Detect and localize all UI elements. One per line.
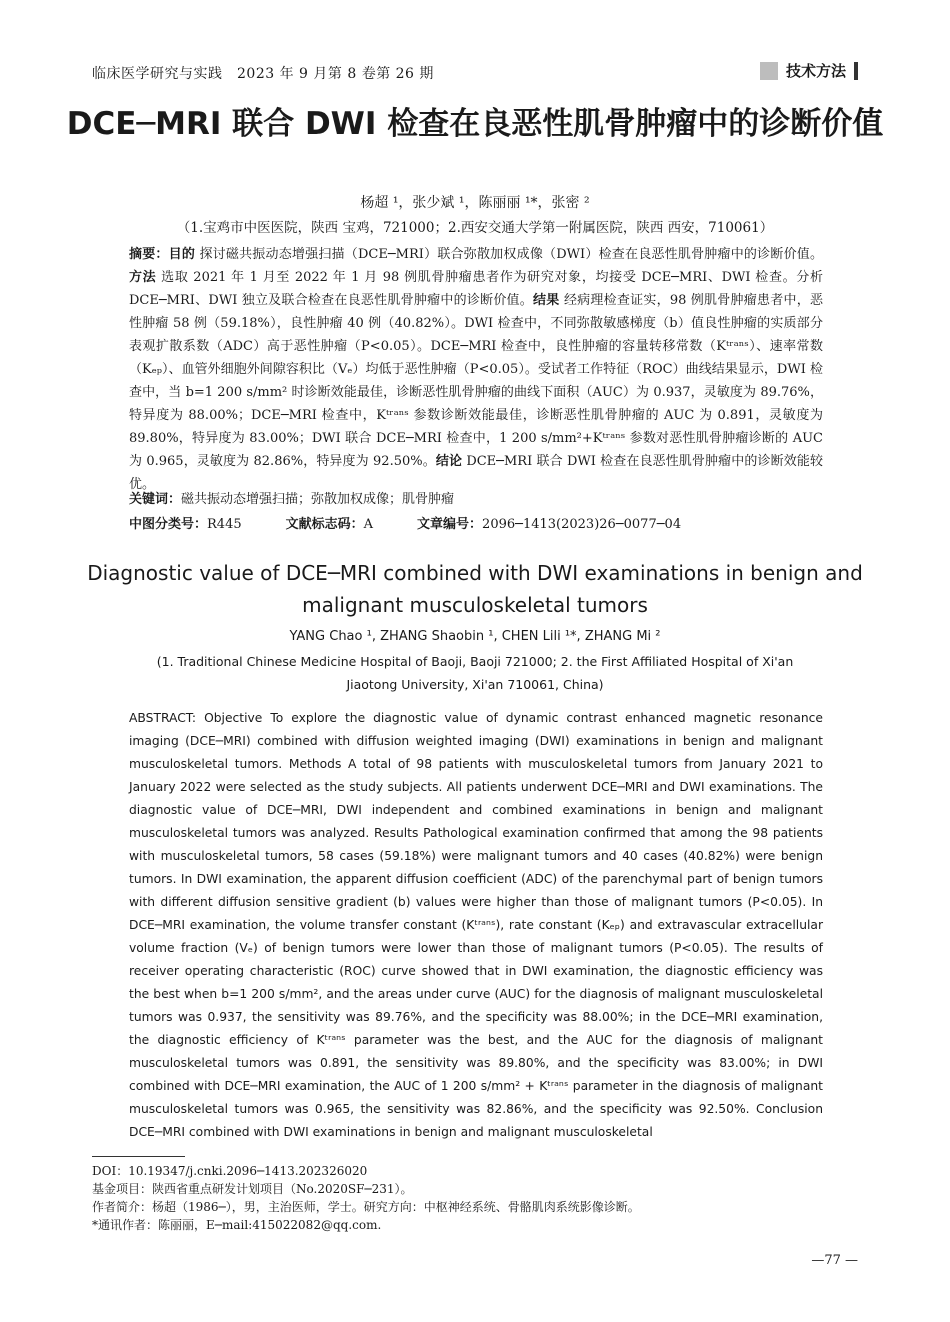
abstract-en-text: Objective To explore the diagnostic value of dynamic contrast enhanced magnetic resonance imaging (DCE─MRI) combined with diffusion weighted imaging (DWI) examinations in benign and malignant musculoskeletal tumors. Methods A total of 98 patients with musculoskeletal tumors from January 2021 to January 2022 were selected as the study subjects. All patients underwent DCE─MRI and DWI examinations. The diagnostic value of DCE─MRI, DWI independent and combined examinations in benign and malignant musculoskeletal tumors was analyzed. Results Pathological examination confirmed that among the 98 patients with musculoskeletal tumors, 58 cases (59.18%) were malignant tumors and 40 cases (40.82%) were benign tumors. In DWI examination, the apparent diffusion coefficient (ADC) of the parenchymal part of benign tumors with different diffusion sensitive gradient (b) values were higher than those of malignant tumors (P<0.05). In DCE─MRI examination, the volume transfer constant (Kᵗʳᵃⁿˢ), rate constant (Kₑₚ) and extravascular extracellular volume fraction (Vₑ) of benign tumors were lower than those of malignant tumors (P<0.05). The results of receiver operating characteristic (ROC) curve showed that in DWI examination, the diagnostic efficiency was the best when b=1 200 s/mm², and the areas under curve (AUC) for the diagnosis of malignant musculoskeletal tumors was 0.937, the sensitivity was 89.76%, and the specificity was 88.00%; in the DCE─MRI examination, the diagnostic efficiency of Kᵗʳᵃⁿˢ parameter was the best, and the AUC for the diagnosis of malignant musculoskeletal tumors was 0.891, the sensitivity was 89.80%, and the specificity was 83.00%; in DWI combined with DCE─MRI examination, the AUC of 1 200 s/mm² + Kᵗʳᵃⁿˢ parameter in the diagnosis of malignant musculoskeletal tumors was 0.965, the sensitivity was 82.86%, and the specificity was 92.50%. Conclusion DCE─MRI combined with DWI examinations in benign and malignant musculoskeletal [129, 711, 823, 1139]
section-label: 技术方法 [785, 62, 846, 80]
methods-label: 方法 [129, 270, 157, 285]
abstract-zh [129, 243, 823, 496]
authors-en: YANG Chao ¹, ZHANG Shaobin ¹, CHEN Lili ¹*, ZHANG Mi ² [289, 629, 661, 644]
results-label: 结果 [533, 293, 560, 308]
objective-text: 探讨磁共振动态增强扫描（DCE─MRI）联合弥散加权成像（DWI）检查在良恶性肌骨肿瘤中的诊断价值。 [199, 247, 823, 262]
page-number: —77 — [811, 1253, 858, 1268]
section-tag-block [760, 62, 778, 80]
author-bio: 作者简介：杨超（1986─），男，主治医师，学士。研究方向：中枢神经系统、骨骼肌肉系统影像诊断。 [92, 1200, 640, 1214]
affiliation-zh: （1.宝鸡市中医医院，陕西 宝鸡，721000；2.西安交通大学第一附属医院，陕西 西安，710061） [176, 220, 774, 236]
corresponding-author: *通讯作者：陈丽丽，E─mail:415022082@qq.com. [92, 1218, 382, 1232]
footnotes [92, 1162, 640, 1234]
conclusion-label: 结论 [435, 454, 463, 469]
section-tag [760, 60, 858, 81]
methods-text: 选取 2021 年 1 月至 2022 年 1 月 98 例肌骨肿瘤患者作为研究对象，均接受 DCE─MRI、DWI 检查。分析 DCE─MRI、DWI 独立及联合检查在良恶性肌骨肿瘤中的诊断价值。 [129, 270, 823, 308]
objective-label: 目的 [168, 247, 196, 262]
keywords-label: 关键词： [129, 492, 182, 507]
authors-zh: 杨超 ¹，张少斌 ¹，陈丽丽 ¹*，张密 ² [360, 195, 590, 211]
abstract-en [129, 707, 823, 1144]
conclusion-text: DCE─MRI 联合 DWI 检查在良恶性肌骨肿瘤中的诊断效能较优。 [129, 454, 823, 492]
title-zh: DCE─MRI 联合 DWI 检查在良恶性肌骨肿瘤中的诊断价值 [66, 106, 884, 142]
doi: DOI：10.19347/j.cnki.2096─1413.202326020 [92, 1164, 368, 1178]
abstract-en-label: ABSTRACT: [129, 711, 197, 725]
classification-row [129, 513, 823, 532]
funding: 基金项目：陕西省重点研发计划项目（No.2020SF─231）。 [92, 1182, 413, 1196]
affiliation-en: (1. Traditional Chinese Medicine Hospital of Baoji, Baoji 721000; 2. the First Affiliated Hospital of Xi'an Jiaotong University, Xi'an 710061, China) [156, 654, 794, 692]
section-tag-bar [854, 62, 858, 80]
running-head: 临床医学研究与实践 2023 年 9 月第 8 卷第 26 期 [92, 66, 434, 82]
keywords [129, 489, 823, 511]
footnote-rule [92, 1156, 185, 1157]
clc: 中图分类号：R445 [129, 517, 242, 532]
abstract-zh-label: 摘要： [129, 247, 169, 262]
title-en: Diagnostic value of DCE─MRI combined with DWI examinations in benign and malignant musculoskeletal tumors [87, 561, 863, 617]
keywords-text: 磁共振动态增强扫描；弥散加权成像；肌骨肿瘤 [181, 492, 455, 507]
article-number: 文章编号：2096─1413(2023)26─0077─04 [417, 517, 682, 532]
results-text: 经病理检查证实，98 例肌骨肿瘤患者中，恶性肿瘤 58 例（59.18%），良性肿瘤 40 例（40.82%）。DWI 检查中，不同弥散敏感梯度（b）值良性肿瘤的实质部分表观扩散系数（ADC）高于恶性肿瘤（P<0.05）。DCE─MRI 检查中，良性肿瘤的容量转移常数（Kᵗʳᵃⁿˢ）、速率常数（Kₑₚ）、血管外细胞外间隙容积比（Vₑ）均低于恶性肿瘤（P<0.05）。受试者工作特征（ROC）曲线结果显示，DWI 检查中，当 b=1 200 s/mm² 时诊断效能最佳，诊断恶性肌骨肿瘤的曲线下面积（AUC）为 0.937，灵敏度为 89.76%，特异度为 88.00%；DCE─MRI 检查中，Kᵗʳᵃⁿˢ 参数诊断效能最佳，诊断恶性肌骨肿瘤的 AUC 为 0.891，灵敏度为 89.80%，特异度为 83.00%；DWI 联合 DCE─MRI 检查中，1 200 s/mm²+Kᵗʳᵃⁿˢ 参数对恶性肌骨肿瘤诊断的 AUC 为 0.965，灵敏度为 82.86%，特异度为 92.50%。 [129, 293, 823, 469]
doc-code: 文献标志码：A [285, 517, 374, 532]
